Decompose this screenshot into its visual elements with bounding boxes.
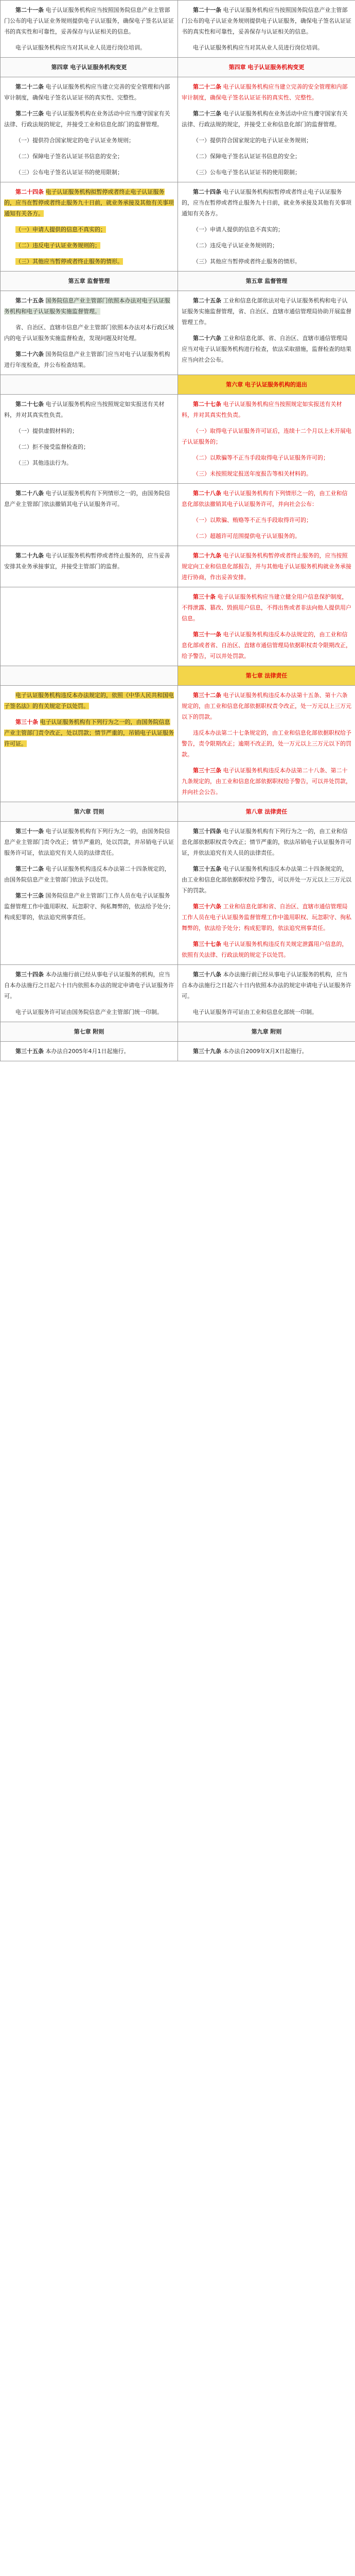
revised-chapter-heading: 第五章 监督管理 (178, 272, 355, 291)
clause-text: 电子认证服务机构违反本办法规定的，依照《中华人民共和国电子签名法》的有关规定予以处罚。 (4, 692, 174, 709)
clause-text: 本办法施行前已经从事电子认证服务的机构，应当自本办法施行之日起六十日内依照本办法的规定申请电子认证服务许可。 (4, 971, 174, 999)
article-number: 第三十条 (15, 719, 38, 725)
original-text-cell (1, 395, 178, 484)
clause-text: 本办法施行前已经从事电子认证服务的机构，应当自本办法施行之日起六十日内依照本办法的规定申请电子认证服务许可。 (182, 971, 351, 999)
clause-paragraph (182, 1046, 351, 1057)
clause-paragraph (182, 468, 351, 479)
original-text-cell (1, 77, 178, 182)
clause-paragraph (182, 42, 351, 53)
clause-paragraph (182, 591, 351, 624)
clause-text: 电子认证服务机构在业务活动中应当遵守国家有关法律、行政法规的规定，并接受工业和信息化部门的监督管理。 (182, 110, 348, 128)
article-number: 第二十八条 (193, 490, 221, 497)
revised-chapter-heading: 第九章 附则 (178, 1022, 355, 1042)
clause-paragraph (182, 333, 351, 365)
article-number: 第二十六条 (15, 351, 44, 358)
clause-row (1, 686, 355, 802)
revised-text-cell (178, 182, 355, 272)
original-chapter-heading: 第七章 附则 (1, 1022, 178, 1042)
clause-paragraph (182, 5, 351, 37)
article-number: 第三十一条 (15, 828, 44, 835)
clause-paragraph (182, 426, 351, 447)
clause-text: （一）提供虚假材料的； (15, 428, 78, 434)
clause-paragraph (4, 399, 174, 420)
article-number: 第三十条 (193, 594, 216, 600)
clause-paragraph (182, 765, 351, 798)
clause-row (1, 291, 355, 375)
clause-text: 电子认证服务机构违反本办法第二十八条、第二十九条规定的，由工业和信息化部依据职权给予警告，可以并处罚款，并向社会公告。 (182, 767, 351, 795)
clause-paragraph (4, 5, 174, 37)
clause-row (1, 965, 355, 1022)
clause-row (1, 822, 355, 965)
clause-text: 电子认证服务机构有下列行为之一的，由国务院信息产业主管部门责令改正，处以罚款；情节严重的，吊销电子认证服务许可证。 (4, 719, 174, 747)
revised-text-cell (178, 77, 355, 182)
clause-text: 本办法自2009年X月X日起施行。 (223, 1048, 308, 1055)
clause-paragraph (182, 167, 351, 178)
original-chapter-heading (1, 375, 178, 395)
article-number: 第二十六条 (193, 335, 221, 342)
revised-chapter-heading: 第八章 法律责任 (178, 802, 355, 822)
clause-row (1, 546, 355, 587)
clause-paragraph (182, 295, 351, 328)
clause-paragraph (4, 690, 174, 711)
article-number: 第二十三条 (193, 110, 221, 117)
revised-chapter-heading: 第六章 电子认证服务机构的退出 (178, 375, 355, 395)
clause-paragraph (4, 426, 174, 436)
revised-text-cell (178, 965, 355, 1022)
chapter-row (1, 375, 355, 395)
clause-text: 电子认证服务机构应当建立完善的安全管理和内部审计制度，确保电子签名认证证书的真实性、完整性。 (4, 83, 170, 101)
original-chapter-heading: 第六章 罚则 (1, 802, 178, 822)
clause-paragraph (182, 399, 351, 420)
original-text-cell (1, 546, 178, 587)
clause-paragraph (182, 151, 351, 162)
article-number: 第三十三条 (15, 892, 44, 899)
clause-text: 电子认证服务机构应当对其从业人员进行岗位培训。 (15, 44, 146, 51)
article-number: 第三十二条 (15, 866, 44, 872)
chapter-row (1, 1022, 355, 1042)
clause-paragraph (4, 256, 174, 267)
clause-text: （二）保障电子签名认证证书信息的安全； (15, 153, 123, 160)
clause-text: （二）拒不接受监督检查的； (15, 444, 89, 450)
clause-text: 电子认证服务机构拟暂停或者终止电子认证服务的，应当在暂停或者终止服务九十日前，就业务承接及其他有关事项通知有关各方。 (4, 189, 174, 217)
revised-text-cell (178, 291, 355, 375)
revised-text-cell (178, 587, 355, 666)
original-text-cell (1, 182, 178, 272)
original-text-cell (1, 965, 178, 1022)
comparison-table-body (1, 1, 355, 1061)
clause-paragraph (182, 1007, 351, 1018)
clause-text: （三）未按照规定报送年度报告等相关材料的。 (193, 470, 312, 477)
clause-row (1, 395, 355, 484)
revised-chapter-heading: 第四章 电子认证服务机构变更 (178, 58, 355, 77)
clause-text: 国务院信息产业主管部门依照本办法对电子认证服务机构和电子认证服务实施监督管理。 (4, 297, 170, 315)
clause-paragraph (182, 488, 351, 510)
article-number: 第二十二条 (15, 83, 44, 90)
clause-text: 工业和信息化部和省、自治区、直辖市通信管理局工作人员在电子认证服务监督管理工作中滥用职权、玩忽职守、徇私舞弊的，依法给予处分；构成犯罪的，依法追究刑事责任。 (182, 903, 351, 931)
chapter-row (1, 666, 355, 686)
clause-text: 电子认证服务许可证由工业和信息化部统一印制。 (193, 1009, 317, 1015)
clause-text: 电子认证服务机构违反本办法第十五条、第十六条规定的，由工业和信息化部依据职权责令改正，处一万元以上三万元以下的罚款。 (182, 692, 351, 720)
clause-text: 工业和信息化部依法对电子认证服务机构和电子认证服务实施监督管理，省、自治区、直辖市通信管理局协助开展监督管理工作。 (182, 297, 351, 326)
clause-paragraph (4, 550, 174, 572)
clause-paragraph (4, 240, 174, 251)
revised-text-cell (178, 546, 355, 587)
clause-text: （一）申请人提供的信息不真实的； (15, 226, 106, 233)
revised-chapter-heading: 第七章 法律责任 (178, 666, 355, 686)
clause-paragraph (4, 442, 174, 452)
clause-paragraph (182, 939, 351, 960)
clause-text: 违反本办法第二十七条规定的，由工业和信息化部依据职权给予警告，责令限期改正；逾期不改正的，处一万元以上三万元以下的罚款。 (182, 730, 351, 758)
clause-paragraph (182, 515, 351, 526)
article-number: 第二十八条 (15, 490, 44, 497)
clause-paragraph (182, 81, 351, 103)
article-number: 第二十三条 (15, 110, 44, 117)
clause-text: 电子认证服务机构违反本办法第二十四条规定的，由工业和信息化部依据职权给予警告，可以并处一万元以上三万元以下的罚款。 (182, 866, 351, 894)
article-number: 第三十五条 (15, 1048, 44, 1055)
clause-text: 电子认证服务机构应当按照国务院信息产业主管部门公布的电子认证业务规则提供电子认证服务，确保电子签名认证证书的真实性和可靠性，妥善保存与认证相关的信息。 (4, 7, 174, 35)
clause-paragraph (4, 969, 174, 1002)
original-chapter-heading: 第五章 监督管理 (1, 272, 178, 291)
clause-text: 电子认证服务机构应当对其从业人员进行岗位培训。 (193, 44, 323, 51)
clause-paragraph (4, 322, 174, 344)
article-number: 第三十九条 (193, 1048, 221, 1055)
article-number: 第二十九条 (15, 552, 44, 559)
revised-text-cell (178, 395, 355, 484)
clause-text: 电子认证服务机构有下列情形之一的，由国务院信息产业主管部门依法撤销其电子认证服务许可。 (4, 490, 170, 507)
clause-paragraph (182, 108, 351, 130)
clause-text: 电子认证服务机构暂停或者终止服务的，应当按照规定向工业和信息化部报告，并与其他电子认证服务机构就业务承接进行协商，作出妥善安排。 (182, 552, 351, 581)
clause-paragraph (182, 550, 351, 583)
revised-text-cell (178, 822, 355, 965)
clause-paragraph (4, 151, 174, 162)
article-number: 第三十五条 (193, 866, 221, 872)
clause-text: （二）以欺骗等不正当手段取得电子认证服务许可的； (193, 454, 329, 461)
article-number: 第二十九条 (193, 552, 221, 559)
original-text-cell (1, 686, 178, 802)
clause-row (1, 587, 355, 666)
clause-text: 电子认证服务机构有下列行为之一的，由工业和信息化部依据职权责令改正；情节严重的，依法吊销电子认证服务许可证，并依法追究有关人员的法律责任。 (182, 828, 351, 856)
clause-paragraph (182, 727, 351, 760)
clause-text: （三）其他违法行为。 (15, 460, 72, 466)
article-number: 第三十六条 (193, 903, 221, 910)
clause-text: 电子认证服务机构应当按照规定如实报送有关材料，并对其真实性负责。 (182, 401, 342, 418)
clause-row (1, 1, 355, 58)
clause-text: 电子认证服务机构违反本办法规定的，由工业和信息化部或者省、自治区、直辖市通信管理局依据职权责令限期改正，给予警告，可以并处罚款。 (182, 631, 351, 659)
article-number: 第三十四条 (15, 971, 44, 978)
clause-paragraph (182, 629, 351, 662)
original-text-cell (1, 291, 178, 375)
clause-text: （二）超越许可范围提供电子认证服务的。 (193, 533, 300, 539)
clause-text: （三）公布电子签名认证证书的使用限制； (193, 169, 300, 176)
article-number: 第二十四条 (193, 189, 221, 195)
clause-paragraph (4, 863, 174, 885)
chapter-row (1, 802, 355, 822)
clause-text: 国务院信息产业主管部门工作人员在电子认证服务监督管理工作中滥用职权、玩忽职守、徇私舞弊的，依法给予处分；构成犯罪的，依法追究刑事责任。 (4, 892, 174, 921)
article-number: 第三十一条 (193, 631, 221, 638)
clause-paragraph (182, 240, 351, 251)
clause-row (1, 484, 355, 546)
clause-paragraph (4, 349, 174, 370)
revised-text-cell (178, 484, 355, 546)
chapter-row (1, 58, 355, 77)
clause-text: （一）以欺骗、贿赂等不正当手段取得许可的； (193, 517, 312, 523)
clause-paragraph (182, 187, 351, 219)
revised-text-cell (178, 1, 355, 58)
clause-text: 电子认证服务机构违反有关规定泄露用户信息的，依照有关法律、行政法规的规定予以处罚。 (182, 941, 348, 958)
clause-paragraph (182, 826, 351, 858)
clause-paragraph (182, 452, 351, 463)
article-number: 第二十七条 (193, 401, 221, 408)
clause-paragraph (4, 1007, 174, 1018)
clause-text: 电子认证服务机构暂停或者终止服务的，应当妥善安排其业务承接事宜，并接受主管部门的监督。 (4, 552, 170, 570)
clause-text: （二）违反电子认证业务规则的； (193, 242, 278, 249)
clause-text: 电子认证服务机构拟暂停或者终止电子认证服务的，应当在暂停或者终止服务九十日前，就业务承接及其他有关事项通知有关各方。 (182, 189, 351, 217)
clause-paragraph (4, 135, 174, 146)
clause-text: 电子认证服务机构有下列行为之一的，由国务院信息产业主管部门责令改正；情节严重的，处以罚款，并吊销电子认证服务许可证，依法追究有关人员的法律责任。 (4, 828, 174, 856)
clause-paragraph (182, 901, 351, 934)
clause-paragraph (4, 295, 174, 317)
article-number: 第三十八条 (193, 971, 221, 978)
clause-text: 电子认证服务机构应当建立完善的安全管理和内部审计制度，确保电子签名认证证书的真实性、完整性。 (182, 83, 348, 101)
clause-paragraph (4, 187, 174, 219)
clause-paragraph (4, 42, 174, 53)
clause-paragraph (182, 863, 351, 896)
clause-text: （一）申请人提供的信息不真实的； (193, 226, 283, 233)
clause-text: 国务院信息产业主管部门应当对电子认证服务机构进行年度检查，并公布检查结果。 (4, 351, 170, 368)
clause-paragraph (4, 81, 174, 103)
article-number: 第三十三条 (193, 767, 221, 774)
comparison-table (0, 0, 355, 1061)
clause-text: （三）其他应当暂停或者终止服务的情形。 (193, 258, 300, 265)
clause-paragraph (182, 690, 351, 722)
original-chapter-heading (1, 666, 178, 686)
article-number: 第二十四条 (15, 189, 44, 195)
original-text-cell (1, 1, 178, 58)
revised-text-cell (178, 1042, 355, 1061)
original-text-cell (1, 587, 178, 666)
clause-text: 电子认证服务机构有下列情形之一的，由工业和信息化部依法撤销其电子认证服务许可，并向社会公布： (182, 490, 348, 507)
clause-row (1, 77, 355, 182)
article-number: 第二十一条 (15, 7, 44, 13)
clause-paragraph (4, 457, 174, 468)
clause-text: 电子认证服务机构应当建立健全用户信息保护制度，不得泄露、篡改、毁损用户信息，不得出售或者非法向他人提供用户信息。 (182, 594, 351, 622)
clause-text: （二）保障电子签名认证证书信息的安全； (193, 153, 300, 160)
original-text-cell (1, 1042, 178, 1061)
article-number: 第三十四条 (193, 828, 221, 835)
clause-text: 电子认证服务机构在业务活动中应当遵守国家有关法律、行政法规的规定，并接受工业和信息化部门的监督管理。 (4, 110, 170, 128)
clause-text: （一）提供符合国家规定的电子认证业务规则； (15, 137, 134, 144)
clause-paragraph (4, 717, 174, 749)
article-number: 第二十一条 (193, 7, 221, 13)
clause-text: （三）公布电子签名认证证书的使用限制； (15, 169, 123, 176)
article-number: 第二十二条 (193, 83, 221, 90)
article-number: 第二十五条 (15, 297, 44, 304)
original-text-cell (1, 822, 178, 965)
clause-row (1, 182, 355, 272)
article-number: 第二十五条 (193, 297, 221, 304)
clause-text: 本办法自2005年4月1日起施行。 (45, 1048, 130, 1055)
clause-paragraph (182, 256, 351, 267)
clause-text: 省、自治区、直辖市信息产业主管部门依照本办法对本行政区域内的电子认证服务实施监督检查，发现问题及时处理。 (4, 324, 174, 342)
clause-paragraph (4, 1046, 174, 1057)
original-text-cell (1, 484, 178, 546)
clause-text: 工业和信息化部、省、自治区、直辖市通信管理局应当对电子认证服务机构进行检查，依法采取措施，监督检查的结果应当向社会公布。 (182, 335, 351, 363)
clause-paragraph (182, 135, 351, 146)
clause-text: （二）违反电子认证业务规则的； (15, 242, 100, 249)
clause-text: （一）取得电子认证服务许可证后，连续十二个月以上未开展电子认证服务的； (182, 428, 351, 445)
article-number: 第二十七条 (15, 401, 44, 408)
chapter-row (1, 272, 355, 291)
clause-paragraph (4, 826, 174, 858)
clause-paragraph (4, 224, 174, 235)
clause-paragraph (4, 167, 174, 178)
clause-row (1, 1042, 355, 1061)
clause-text: 电子认证服务机构应当按照国务院信息产业主管部门公布的电子认证业务规则提供电子认证服务，确保电子签名认证证书的真实性和可靠性，妥善保存与认证相关的信息。 (182, 7, 351, 35)
revised-text-cell (178, 686, 355, 802)
clause-paragraph (182, 969, 351, 1002)
clause-text: 电子认证服务许可证由国务院信息产业主管部门统一印制。 (15, 1009, 163, 1015)
clause-text: （三）其他应当暂停或者终止服务的情形。 (15, 258, 123, 265)
article-number: 第三十七条 (193, 941, 221, 947)
clause-text: （一）提供符合国家规定的电子认证业务规则； (193, 137, 312, 144)
clause-text: 电子认证服务机构违反本办法第二十四条规定的，由国务院信息产业主管部门依法予以处罚。 (4, 866, 170, 883)
clause-paragraph (182, 224, 351, 235)
article-number: 第三十二条 (193, 692, 221, 699)
clause-paragraph (182, 531, 351, 541)
clause-paragraph (4, 488, 174, 510)
original-chapter-heading: 第四章 电子认证服务机构变更 (1, 58, 178, 77)
clause-text: 电子认证服务机构应当按照规定如实报送有关材料，并对其真实性负责。 (4, 401, 165, 418)
clause-paragraph (4, 890, 174, 923)
clause-paragraph (4, 108, 174, 130)
